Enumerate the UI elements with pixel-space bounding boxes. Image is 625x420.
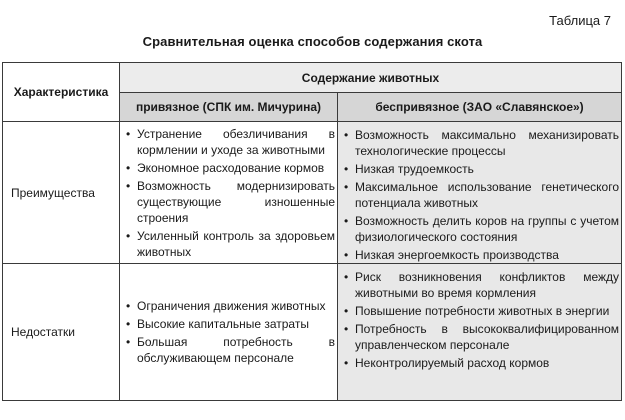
advantages-row (3, 122, 622, 264)
list-item: • Неконтролируемый расход кормов (344, 355, 619, 371)
disadvantages-loose-cell (338, 264, 622, 401)
list-item: • Возможность делить коров на группы с учетом физиологического состояния (344, 213, 619, 245)
disadvantages-loose-list (338, 264, 621, 371)
characteristic-header: Характеристика (3, 63, 120, 122)
list-item: • Устранение обезличивания в кормлении и уходе за животными (126, 126, 335, 158)
advantages-loose-cell (338, 122, 622, 264)
disadvantages-tethered-cell (120, 264, 338, 401)
list-item: • Возможность модернизировать существующие изношенные строения (126, 178, 335, 226)
list-item: • Большая потребность в обслуживающем персонале (126, 334, 335, 366)
list-item: • Ограничения движения животных (126, 298, 335, 314)
list-item: • Высокие капитальные затраты (126, 316, 335, 332)
table-title: Сравнительная оценка способов содержания скота (142, 34, 483, 49)
list-item: • Экономное расходование кормов (126, 160, 335, 176)
list-item: • Низкая энергоемкость производства (344, 247, 619, 263)
advantages-tethered-list (120, 126, 337, 260)
disadvantages-row (3, 264, 622, 401)
advantages-label: Преимущества (3, 122, 120, 264)
comparison-table (2, 62, 622, 401)
list-item: • Возможность максимально механизировать технологические процессы (344, 127, 619, 159)
disadvantages-label: Недостатки (3, 264, 120, 401)
loose-column-header: беспривязное (ЗАО «Славянское») (338, 93, 622, 122)
advantages-loose-list (338, 122, 621, 263)
tethered-column-header: привязное (СПК им. Мичурина) (120, 93, 338, 122)
disadvantages-tethered-list (120, 298, 337, 366)
list-item: • Усиленный контроль за здоровьем животных (126, 228, 335, 260)
housing-group-header: Содержание животных (120, 63, 622, 93)
list-item: • Повышение потребности животных в энергии (344, 303, 619, 319)
list-item: • Потребность в высококвалифицированном управленческом персонале (344, 321, 619, 353)
list-item: • Риск возникновения конфликтов между животными во время кормления (344, 269, 619, 301)
advantages-tethered-cell (120, 122, 338, 264)
list-item: • Максимальное использование генетического потенциала животных (344, 179, 619, 211)
table-number-label: Таблица 7 (549, 13, 611, 28)
list-item: • Низкая трудоемкость (344, 161, 619, 177)
